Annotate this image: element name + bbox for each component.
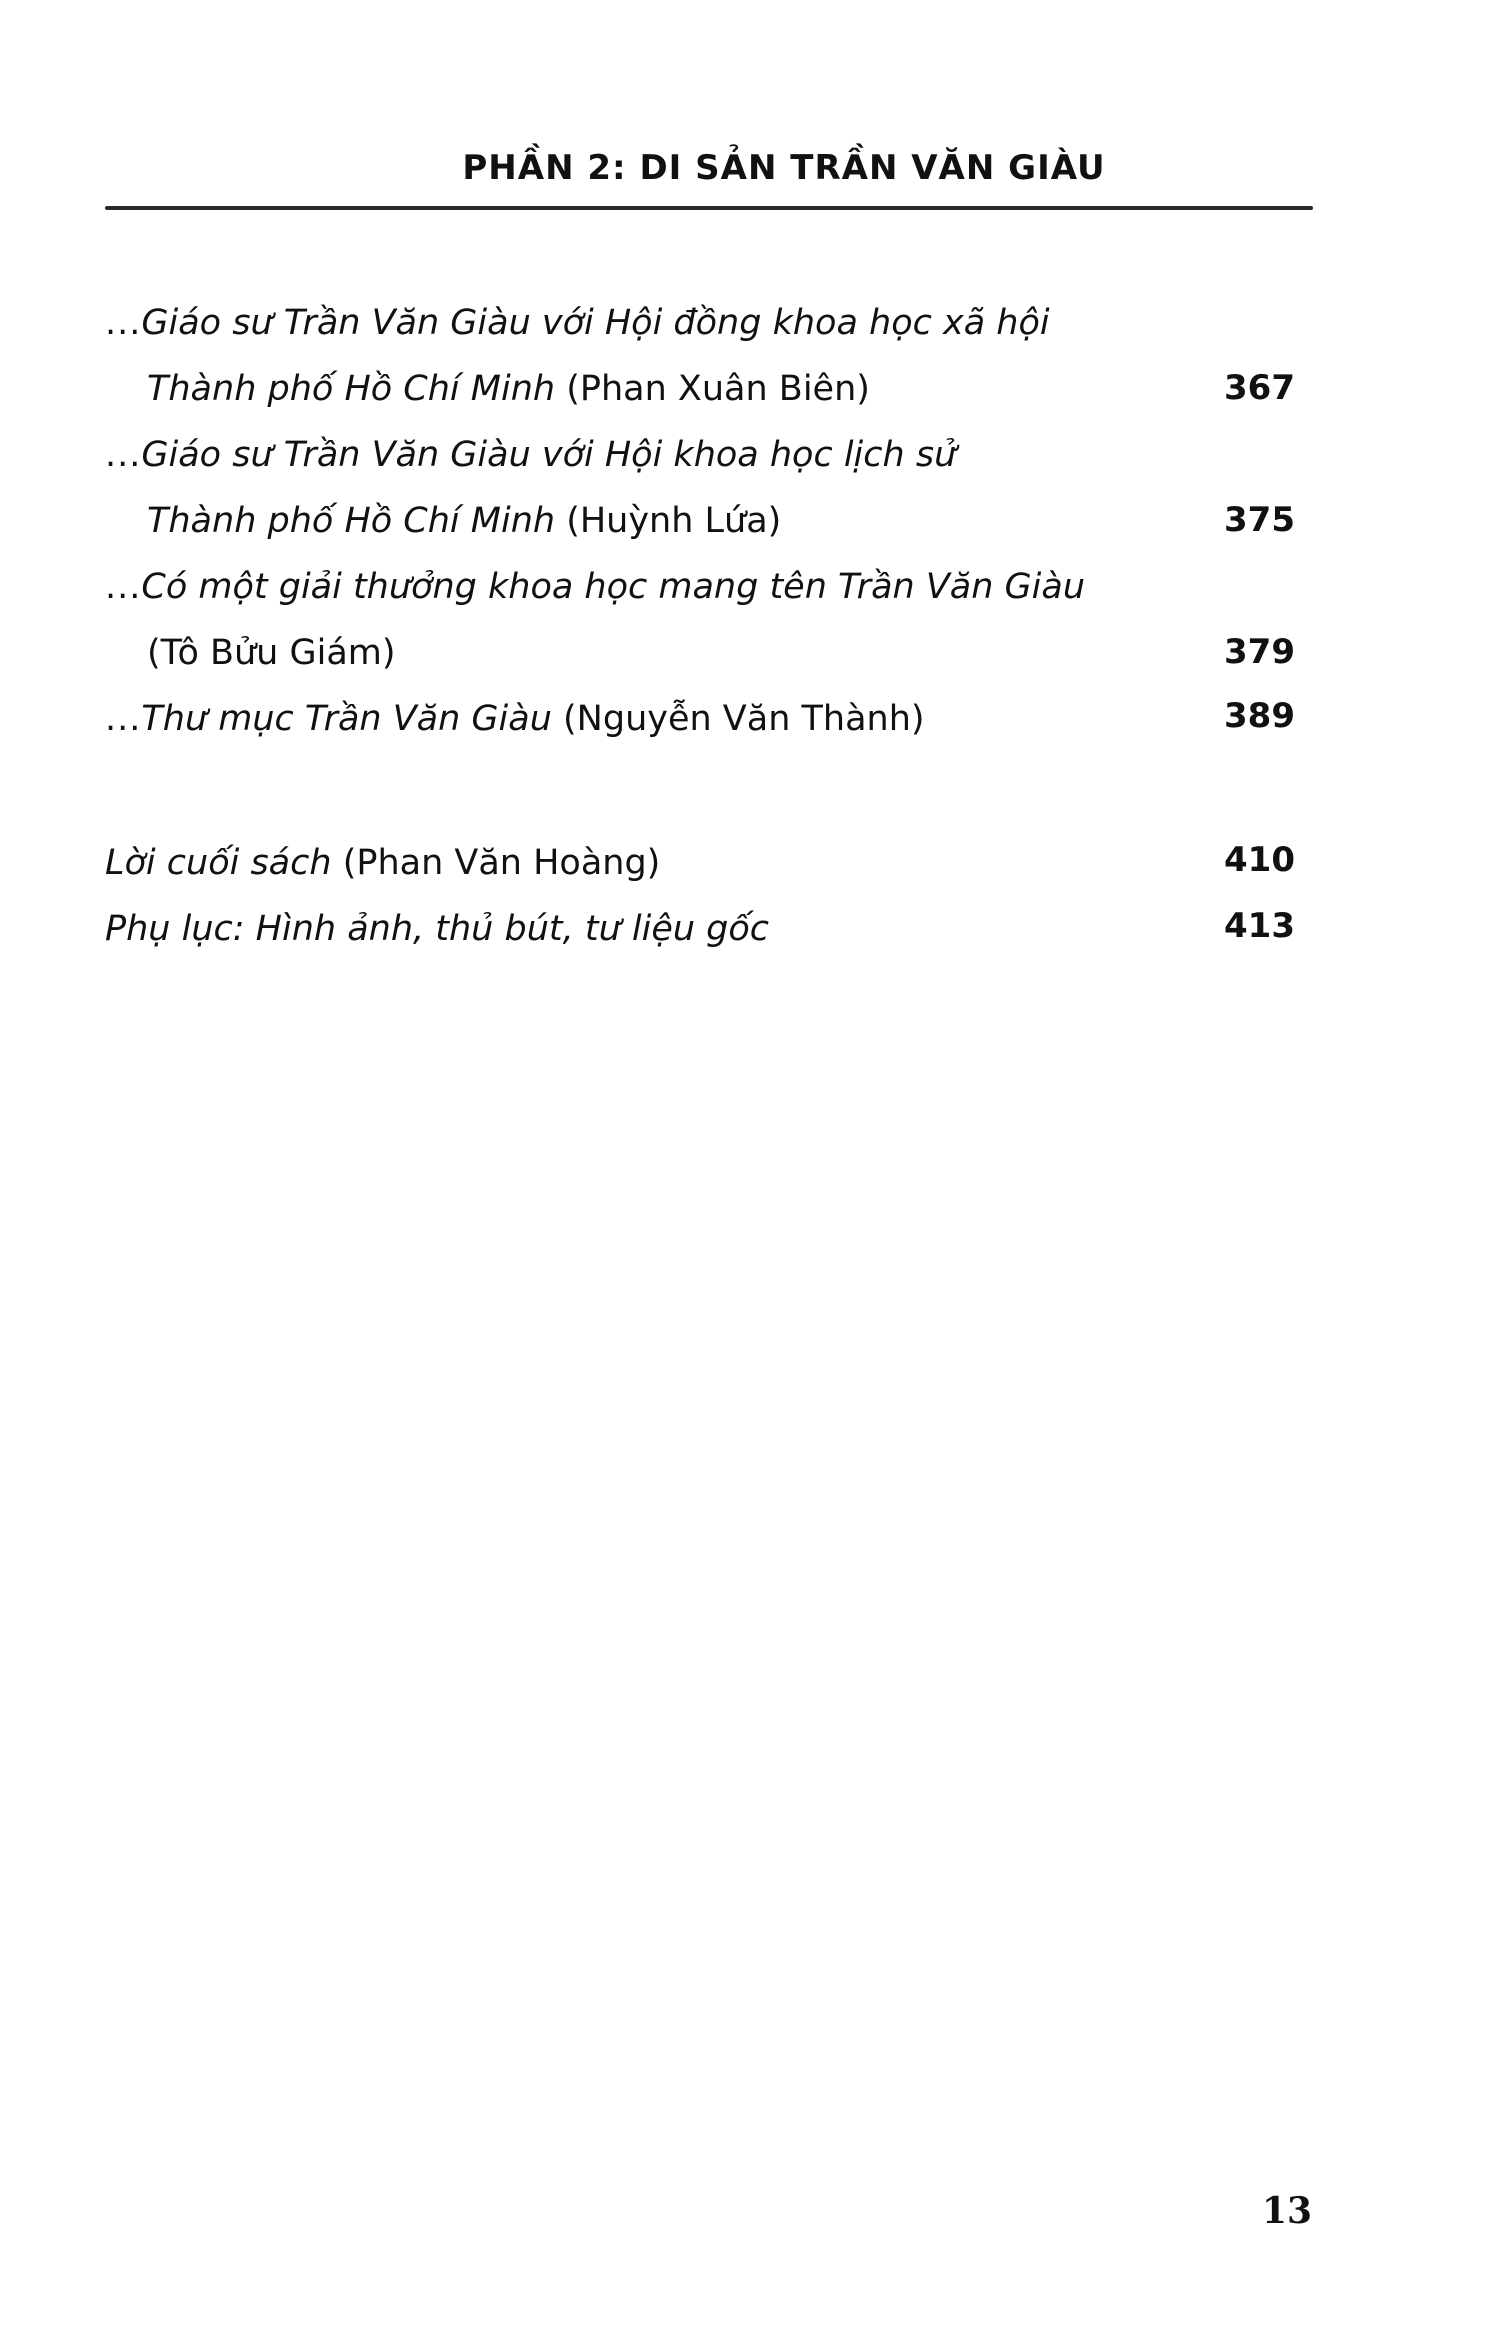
leader-dots: ... xyxy=(105,567,142,607)
entry-title: Giáo sư Trần Văn Giàu với Hội đồng khoa học xã hội xyxy=(141,303,1050,343)
entry-title: Lời cuối sách xyxy=(105,843,332,883)
leader-dots: ... xyxy=(105,699,142,739)
entry-page-number: 413 xyxy=(1224,906,1295,946)
toc-entry xyxy=(105,686,1295,752)
folio-page-number: 13 xyxy=(1262,2190,1313,2232)
entry-title: Thư mục Trần Văn Giàu xyxy=(141,699,552,739)
entry-author: (Phan Xuân Biên) xyxy=(555,369,870,409)
entry-title-cont: Thành phố Hồ Chí Minh xyxy=(147,369,556,409)
entry-author: (Tô Bửu Giám) xyxy=(147,633,396,673)
entry-author: (Nguyễn Văn Thành) xyxy=(551,699,925,739)
toc-entry xyxy=(105,290,1295,422)
entry-author: (Phan Văn Hoàng) xyxy=(331,843,661,883)
section-header: PHẦN 2: DI SẢN TRẦN VĂN GIÀU xyxy=(462,148,1106,188)
entry-author: (Huỳnh Lứa) xyxy=(555,501,782,541)
toc-entry-closing xyxy=(105,830,1295,896)
entry-title: Giáo sư Trần Văn Giàu với Hội khoa học lịch sử xyxy=(141,435,957,475)
entry-title: Phụ lục: Hình ảnh, thủ bút, tư liệu gốc xyxy=(105,909,770,949)
entry-page-number: 389 xyxy=(1224,696,1295,736)
header-rule xyxy=(105,206,1313,210)
toc-entry xyxy=(105,554,1295,686)
leader-dots: ... xyxy=(105,303,142,343)
table-of-contents xyxy=(105,290,1295,962)
entry-title-cont: Thành phố Hồ Chí Minh xyxy=(147,501,556,541)
entry-page-number: 379 xyxy=(1224,632,1295,672)
entry-page-number: 410 xyxy=(1224,840,1295,880)
entry-page-number: 375 xyxy=(1224,500,1295,540)
entry-page-number: 367 xyxy=(1224,368,1295,408)
toc-entry xyxy=(105,422,1295,554)
leader-dots: ... xyxy=(105,435,142,475)
toc-entry-closing xyxy=(105,896,1295,962)
entry-title: Có một giải thưởng khoa học mang tên Trần Văn Giàu xyxy=(141,567,1086,607)
